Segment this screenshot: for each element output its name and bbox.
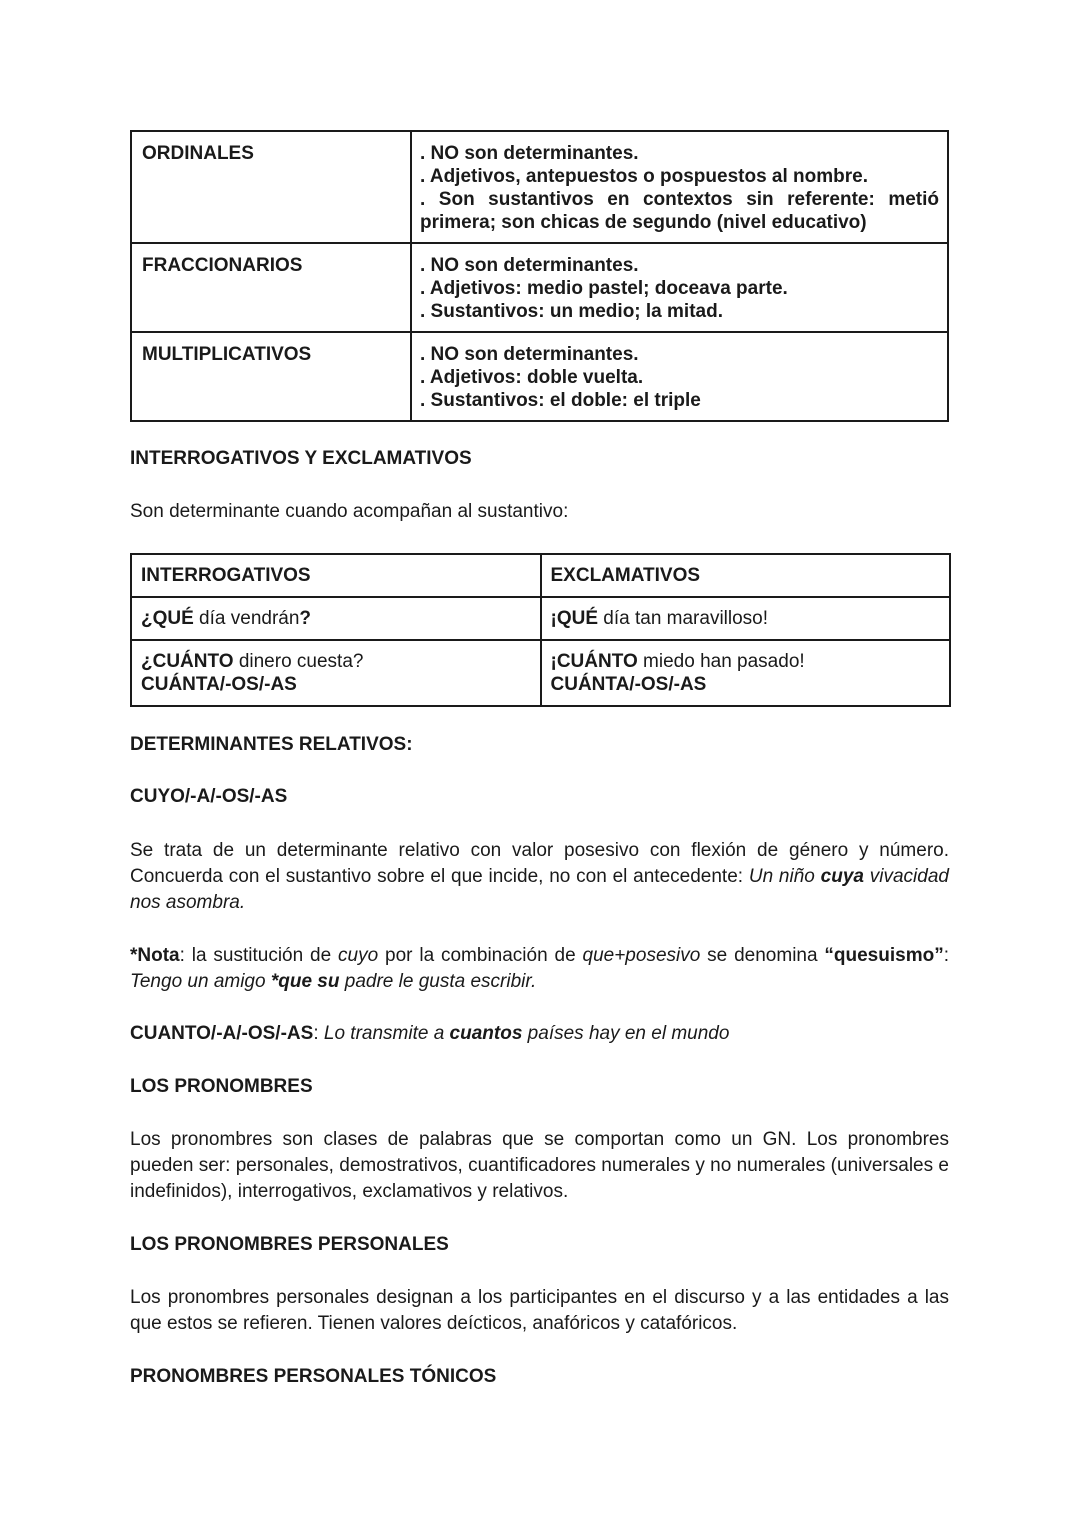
section-intro: Son determinante cuando acompañan al sustantivo: — [130, 501, 569, 522]
example-text: vivacidad nos asombra. — [130, 866, 949, 913]
description-line: . Sustantivos: un medio; la mitad. — [420, 301, 723, 322]
table-cell — [131, 597, 541, 640]
cell-emphasis: CUÁNTA/-OS/-AS — [141, 674, 297, 695]
table-row — [131, 597, 950, 640]
cell-text: dinero cuesta? — [233, 651, 364, 672]
example-text: que+posesivo — [582, 945, 701, 966]
cell-emphasis: CUÁNTA/-OS/-AS — [550, 674, 707, 695]
paragraph — [130, 838, 949, 916]
paragraph-text: Se trata de un determinante relativo con valor posesivo con flexión de género y número. Concuerda con el sustantivo sobre el que incide, no con el antecedente: — [130, 840, 949, 887]
row-label: FRACCIONARIOS — [131, 243, 411, 332]
description-line: . Son sustantivos en contextos sin referente: metió primera; son chicas de segundo (nivel educativo) — [420, 189, 939, 233]
paragraph-text: : — [943, 945, 949, 966]
section-heading: DETERMINANTES RELATIVOS: — [130, 734, 413, 755]
example-text: Tengo un amigo — [130, 971, 271, 992]
paragraph-text: : la sustitución de — [179, 945, 339, 966]
table-row — [131, 332, 948, 421]
table-cell — [541, 597, 951, 640]
section-heading: INTERROGATIVOS Y EXCLAMATIVOS — [130, 448, 472, 469]
example-text: países hay en el mundo — [522, 1023, 730, 1044]
column-header: INTERROGATIVOS — [131, 554, 541, 597]
subsection-heading: CUYO/-A/-OS/-AS — [130, 786, 288, 807]
example-text: Lo transmite a — [323, 1023, 450, 1044]
table-row — [131, 640, 950, 706]
table-cell — [131, 640, 541, 706]
section-heading: PRONOMBRES PERSONALES TÓNICOS — [130, 1366, 497, 1387]
paragraph — [130, 1021, 949, 1047]
paragraph: Los pronombres son clases de palabras que se comportan como un GN. Los pronombres pueden ser: personales, demostrativos, cuantificadores numerales y no numerales (universales e indefinidos), interrogativos, exclamativos y relativos. — [130, 1129, 949, 1202]
example-text: padre le gusta escribir. — [339, 971, 537, 992]
table-header-row — [131, 554, 950, 597]
table-row — [131, 131, 948, 243]
cell-emphasis: ¿QUÉ — [141, 608, 194, 629]
cell-emphasis: ¿CUÁNTO — [141, 651, 234, 672]
example-text: Un niño — [748, 866, 821, 887]
column-header: EXCLAMATIVOS — [541, 554, 951, 597]
row-description — [411, 243, 948, 332]
term-emphasis: CUANTO/-A/-OS/-AS — [130, 1023, 314, 1044]
cell-text: día vendrán — [193, 608, 300, 629]
cell-emphasis: ? — [299, 608, 312, 629]
cell-emphasis: ¡CUÁNTO — [550, 651, 638, 672]
row-label: MULTIPLICATIVOS — [131, 332, 411, 421]
example-emphasis: cuantos — [449, 1023, 523, 1044]
paragraph: Los pronombres personales designan a los participantes en el discurso y a las entidades a las que estos se refieren. Tienen valores deícticos, anafóricos y catafóricos. — [130, 1287, 949, 1334]
description-line: . NO son determinantes. — [420, 344, 639, 365]
paragraph-text: por la combinación de — [378, 945, 583, 966]
table-row — [131, 243, 948, 332]
cell-text: miedo han pasado! — [637, 651, 805, 672]
note-paragraph — [130, 943, 949, 995]
section-heading: LOS PRONOMBRES PERSONALES — [130, 1234, 449, 1255]
numerales-table — [130, 130, 949, 422]
cell-emphasis: ¡QUÉ — [550, 608, 598, 629]
example-emphasis: cuya — [820, 866, 864, 887]
example-text: cuyo — [338, 945, 379, 966]
paragraph-text: : — [313, 1023, 324, 1044]
row-description — [411, 332, 948, 421]
cell-text: día tan maravilloso! — [598, 608, 769, 629]
section-heading: LOS PRONOMBRES — [130, 1076, 313, 1097]
description-line: . Adjetivos: medio pastel; doceava parte. — [420, 278, 788, 299]
row-label: ORDINALES — [131, 131, 411, 243]
row-description — [411, 131, 948, 243]
paragraph-text: se denomina — [700, 945, 825, 966]
description-line: . NO son determinantes. — [420, 255, 639, 276]
description-line: . Adjetivos: doble vuelta. — [420, 367, 644, 388]
interrogativos-exclamativos-table — [130, 553, 951, 707]
description-line: . NO son determinantes. — [420, 143, 639, 164]
note-label: *Nota — [130, 945, 180, 966]
example-emphasis: *que su — [270, 971, 340, 992]
description-line: . Sustantivos: el doble: el triple — [420, 390, 701, 411]
description-line: . Adjetivos, antepuestos o pospuestos al nombre. — [420, 166, 868, 187]
table-cell — [541, 640, 951, 706]
term-emphasis: “quesuismo” — [824, 945, 944, 966]
